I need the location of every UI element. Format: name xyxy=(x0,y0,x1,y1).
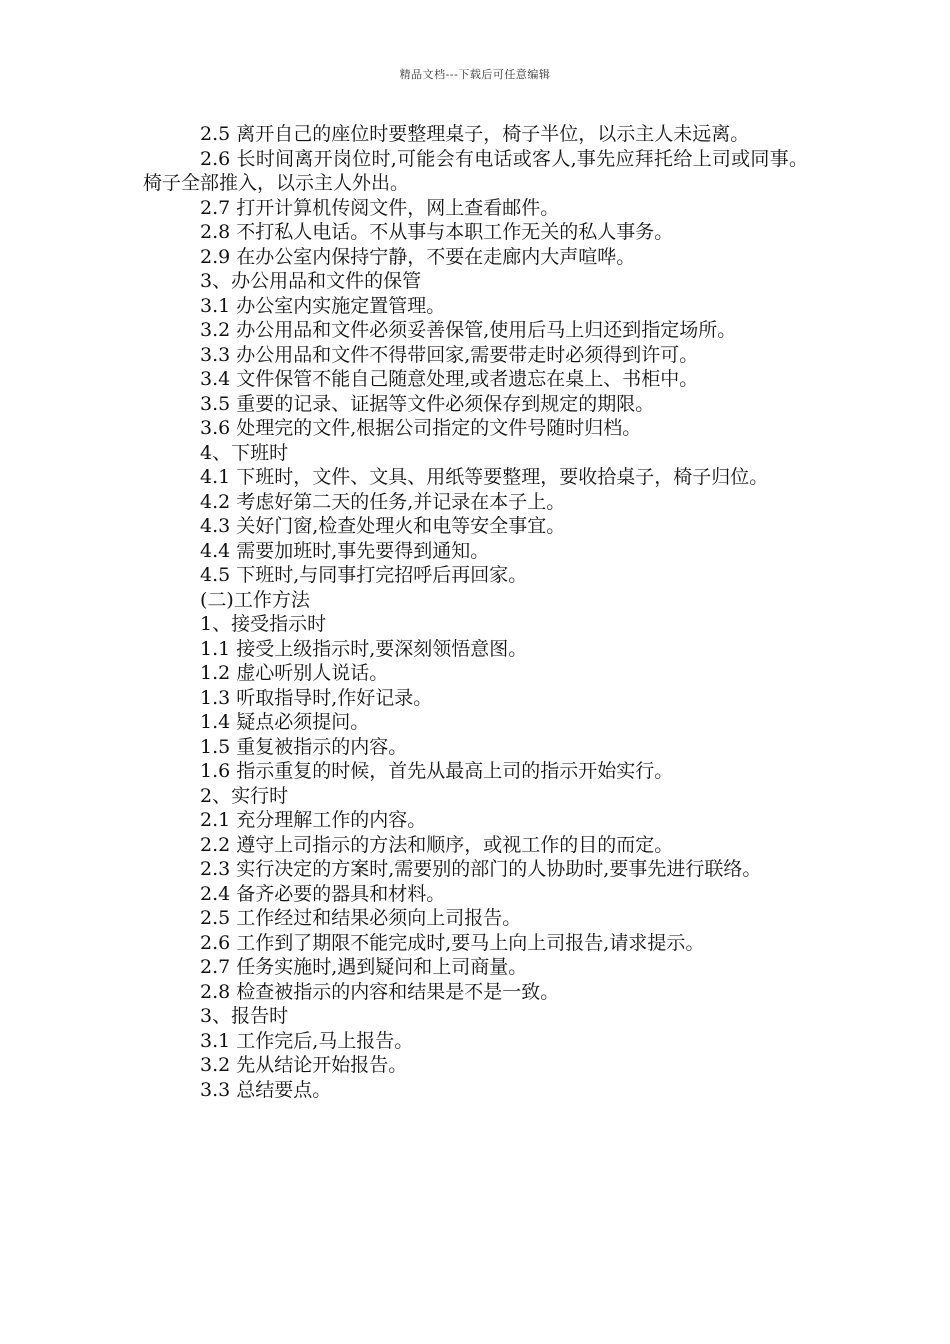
paragraph: 4.4 需要加班时,事先要得到通知。 xyxy=(200,539,490,562)
paragraph: 3.1 工作完后,马上报告。 xyxy=(200,1029,414,1052)
paragraph: 1.2 虚心听别人说话。 xyxy=(200,662,389,684)
paragraph: 2.4 备齐必要的器具和材料。 xyxy=(200,882,446,905)
section-heading: 3、办公用品和文件的保管 xyxy=(200,270,422,292)
paragraph: 2.6 工作到了期限不能完成时,要马上向上司报告,请求提示。 xyxy=(200,931,705,954)
paragraph: 3.3 办公用品和文件不得带回家,需要带走时必须得到许可。 xyxy=(200,343,699,366)
paragraph: 2.2 遵守上司指示的方法和顺序，或视工作的目的而定。 xyxy=(200,833,674,856)
document-body xyxy=(143,122,808,1102)
paragraph: 3.6 处理完的文件,根据公司指定的文件号随时归档。 xyxy=(200,417,642,439)
paragraph: 4.5 下班时,与同事打完招呼后再回家。 xyxy=(200,564,528,586)
paragraph: 3.3 总结要点。 xyxy=(200,1078,332,1101)
paragraph: 1.6 指示重复的时候，首先从最高上司的指示开始实行。 xyxy=(200,760,674,782)
section-heading: 1、接受指示时 xyxy=(200,613,327,635)
paragraph: 2.6 长时间离开岗位时,可能会有电话或客人,事先应拜托给上司或同事。椅子全部推入，以示主人外出。 xyxy=(143,147,808,194)
paragraph: 1.3 听取指导时,作好记录。 xyxy=(200,686,433,709)
paragraph: 2.7 任务实施时,遇到疑问和上司商量。 xyxy=(200,956,528,978)
paragraph: 3.1 办公室内实施定置管理。 xyxy=(200,294,446,317)
paragraph: 4.1 下班时，文件、文具、用纸等要整理，要收拾桌子，椅子归位。 xyxy=(200,466,769,488)
section-heading: (二)工作方法 xyxy=(200,588,310,611)
section-heading: 2、实行时 xyxy=(200,784,289,807)
paragraph: 2.3 实行决定的方案时,需要别的部门的人协助时,要事先进行联络。 xyxy=(200,858,762,880)
page-header: 精品文档---下载后可任意编辑 xyxy=(399,68,551,81)
paragraph: 4.2 考虑好第二天的任务,并记录在本子上。 xyxy=(200,490,566,513)
section-heading: 4、下班时 xyxy=(200,441,289,464)
paragraph: 3.2 先从结论开始报告。 xyxy=(200,1054,408,1076)
paragraph: 4.3 关好门窗,检查处理火和电等安全事宜。 xyxy=(200,515,566,537)
paragraph: 3.2 办公用品和文件必须妥善保管,使用后马上归还到指定场所。 xyxy=(200,319,737,341)
paragraph: 2.7 打开计算机传阅文件，网上查看邮件。 xyxy=(200,196,560,219)
paragraph: 3.4 文件保管不能自己随意处理,或者遗忘在桌上、书柜中。 xyxy=(200,368,699,390)
paragraph: 2.8 不打私人电话。不从事与本职工作无关的私人事务。 xyxy=(200,221,674,243)
section-heading: 3、报告时 xyxy=(200,1005,289,1027)
paragraph: 2.5 工作经过和结果必须向上司报告。 xyxy=(200,907,522,929)
paragraph: 2.8 检查被指示的内容和结果是不是一致。 xyxy=(200,980,560,1003)
paragraph: 1.1 接受上级指示时,要深刻领悟意图。 xyxy=(200,637,528,660)
paragraph: 2.9 在办公室内保持宁静，不要在走廊内大声喧哗。 xyxy=(200,245,636,268)
paragraph: 3.5 重要的记录、证据等文件必须保存到规定的期限。 xyxy=(200,392,655,415)
paragraph: 1.5 重复被指示的内容。 xyxy=(200,735,408,758)
paragraph: 1.4 疑点必须提问。 xyxy=(200,711,370,733)
paragraph: 2.5 离开自己的座位时要整理桌子，椅子半位，以示主人未远离。 xyxy=(200,123,750,145)
paragraph: 2.1 充分理解工作的内容。 xyxy=(200,809,427,831)
